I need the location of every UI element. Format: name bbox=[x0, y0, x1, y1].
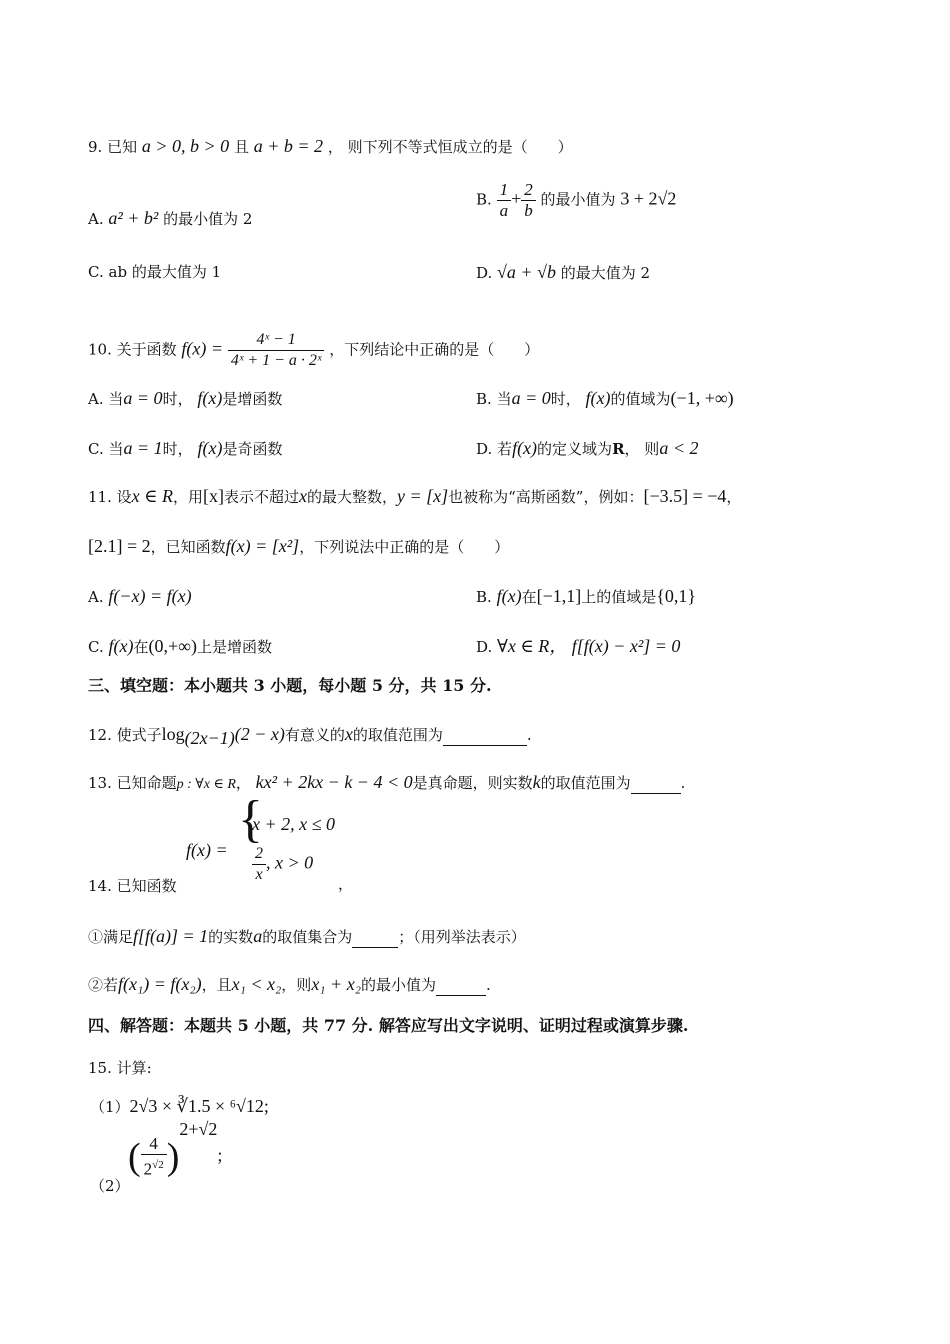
q10-question: ，下列结论中正确的是（ ） bbox=[329, 340, 540, 359]
q10-text: 10. 关于函数 bbox=[88, 340, 177, 359]
q9-option-b: B. $\frac{1}{a}$ + $\frac{2}{b}$ 的最小值为 3 + 2√2 bbox=[476, 180, 677, 220]
q14-stem-label: 14. 已知函数 bbox=[88, 877, 177, 895]
q10-option-a: A. 当a = 0时， f(x)是增函数 bbox=[88, 388, 283, 408]
q14-case-2: $\frac{2}{x}$ , x > 0 bbox=[252, 844, 313, 885]
q15-part-1: （1）2√3 × ∛1.5 × ⁶√12; bbox=[90, 1096, 269, 1116]
q9-a-expr: a² + b² bbox=[108, 208, 159, 228]
comma: ， bbox=[338, 875, 354, 893]
q9-stem bbox=[88, 136, 573, 157]
q11-option-d: D. ∀x ∈ R， f[f(x) − x²] = 0 bbox=[476, 636, 681, 656]
answer-blank[interactable] bbox=[631, 773, 681, 794]
q9-option-a bbox=[88, 208, 252, 229]
q10-option-d: D. 若f(x)的定义域为R， 则a < 2 bbox=[476, 438, 699, 458]
q12: 12. 使式子$\log_{(2x-1)}(2 - x)$有意义的x的取值范围为 . bbox=[88, 724, 532, 748]
q9-b-frac-1-over-a: $\frac{1}{a}$ bbox=[497, 180, 512, 221]
q14-part-1: ①满足f[f(a)] = 1的实数a的取值集合为 ；（用列举法表示） bbox=[88, 926, 526, 946]
q10-option-c: C. 当a = 1时， f(x)是奇函数 bbox=[88, 438, 283, 458]
q9-b-frac-2-over-b: $\frac{2}{b}$ bbox=[521, 180, 536, 221]
q14-case-1: x + 2, x ≤ 0 bbox=[252, 814, 336, 834]
q10-stem bbox=[88, 330, 539, 371]
q9-d-expr: √a + √b bbox=[497, 262, 556, 282]
q9-text-and: 且 bbox=[233, 138, 249, 156]
q9-d-text: 的最大值为 2 bbox=[560, 264, 651, 282]
answer-blank[interactable] bbox=[352, 927, 398, 948]
q10-option-b: B. 当a = 0时， f(x)的值域为(−1, +∞) bbox=[476, 388, 734, 408]
q9-option-d bbox=[476, 262, 650, 283]
answer-blank[interactable] bbox=[436, 975, 486, 996]
answer-blank[interactable] bbox=[443, 725, 527, 746]
q11-option-c: C. f(x)在(0,+∞)上是增函数 bbox=[88, 636, 272, 656]
q15-title: 15. 计算: bbox=[88, 1059, 152, 1077]
q11-line-2: [2.1] = 2，已知函数f(x) = [x²]，下列说法中正确的是（ ） bbox=[88, 536, 510, 556]
q9-option-c bbox=[88, 262, 221, 282]
q11-option-b: B. f(x)在[−1,1]上的值域是{0,1} bbox=[476, 586, 697, 606]
q11-option-a: A. f(−x) = f(x) bbox=[88, 586, 192, 606]
q10-fraction: $\frac{\text{4ˣ − 1}}{\text{4ˣ + 1 − a · 2ˣ}}$ bbox=[228, 330, 325, 371]
section-4-heading: 四、解答题：本题共 5 小题，共 77 分. 解答应写出文字说明、证明过程或演算步骤. bbox=[88, 1016, 689, 1035]
q9-text: 9. 已知 bbox=[88, 138, 138, 156]
q11-line-1: 11. 设x ∈ R，用[x]表示不超过x的最大整数，y = [x]也被称为“高斯函数”，例如：[−3.5] = −4， bbox=[88, 486, 742, 506]
q9-condition-positive: a > 0, b > 0 bbox=[141, 136, 230, 156]
option-label: B. bbox=[476, 190, 492, 209]
q14-part-2: ②若f(x₁) = f(x₂)，且x₁ < x₂，则x₁ + x₂的最小值为 . bbox=[88, 974, 491, 994]
option-label: D. bbox=[476, 264, 493, 282]
left-brace: { bbox=[238, 791, 263, 848]
q9-a-text: 的最小值为 2 bbox=[163, 210, 253, 228]
option-label: C. bbox=[88, 263, 104, 281]
section-3-heading: 三、填空题：本小题共 3 小题，每小题 5 分，共 15 分. bbox=[88, 676, 492, 695]
q10-function-name: f(x) = bbox=[181, 338, 224, 359]
q9-c-text: ab 的最大值为 1 bbox=[108, 263, 222, 281]
q9-b-text: 的最小值为 bbox=[540, 190, 616, 209]
q15-part-2-expr: ( $\frac{4}{2^{√2}}$ )$^{2+√2}$; bbox=[128, 1118, 223, 1179]
option-label: A. bbox=[88, 210, 104, 228]
q13: 13. 已知命题p : ∀x ∈ R， kx² + 2kx − k − 4 < 0是真命题，则实数k的取值范围为 . bbox=[88, 772, 686, 792]
q9-condition-sum: a + b = 2 bbox=[253, 136, 324, 156]
q14-function-name: f(x) = bbox=[186, 840, 228, 860]
q9-b-value: 3 + 2√2 bbox=[620, 188, 677, 209]
q9-question: ， 则下列不等式恒成立的是（ ） bbox=[327, 138, 573, 156]
